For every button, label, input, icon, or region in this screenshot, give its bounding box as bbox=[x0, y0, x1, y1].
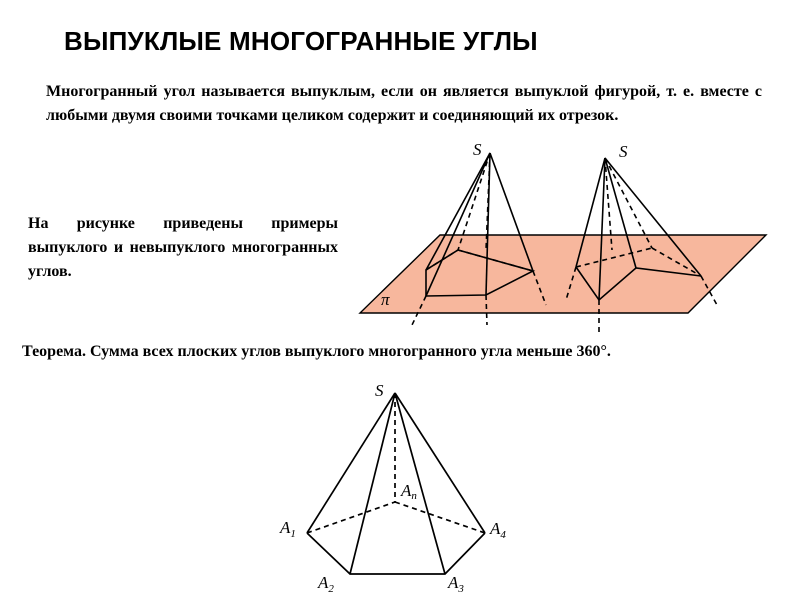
vertex-label-a2: $A_2$ bbox=[318, 573, 334, 595]
figure-note: На рисунке приведены примеры выпуклого и невыпуклого многогранных углов. bbox=[28, 215, 338, 280]
vertex-label-a4: $A_4$ bbox=[490, 519, 506, 541]
apex-label-theorem: S bbox=[375, 381, 384, 400]
apex-label-left: S bbox=[473, 140, 482, 159]
vertex-label-a3: $A_3$ bbox=[448, 573, 464, 595]
plane-pi bbox=[360, 235, 766, 313]
definition-paragraph: Многогранный угол называется выпуклым, если он является выпуклой фигурой, т. е. вместе с любыми двумя своими точками целиком содержит и соединяющий их отрезок. bbox=[46, 83, 762, 124]
theorem-figure bbox=[307, 393, 485, 574]
convex-nonconvex-figure bbox=[360, 153, 766, 333]
theorem-base bbox=[307, 533, 485, 574]
vertex-label-a1: $A_1$ bbox=[280, 518, 296, 540]
page-title: ВЫПУКЛЫЕ МНОГОГРАННЫЕ УГЛЫ bbox=[64, 26, 538, 56]
theorem-statement: Теорема. Сумма всех плоских углов выпуклого многогранного угла меньше 360°. bbox=[22, 343, 611, 360]
apex-label-right: S bbox=[619, 142, 628, 161]
vertex-label-an: An bbox=[401, 481, 417, 502]
plane-label: π bbox=[381, 290, 390, 309]
